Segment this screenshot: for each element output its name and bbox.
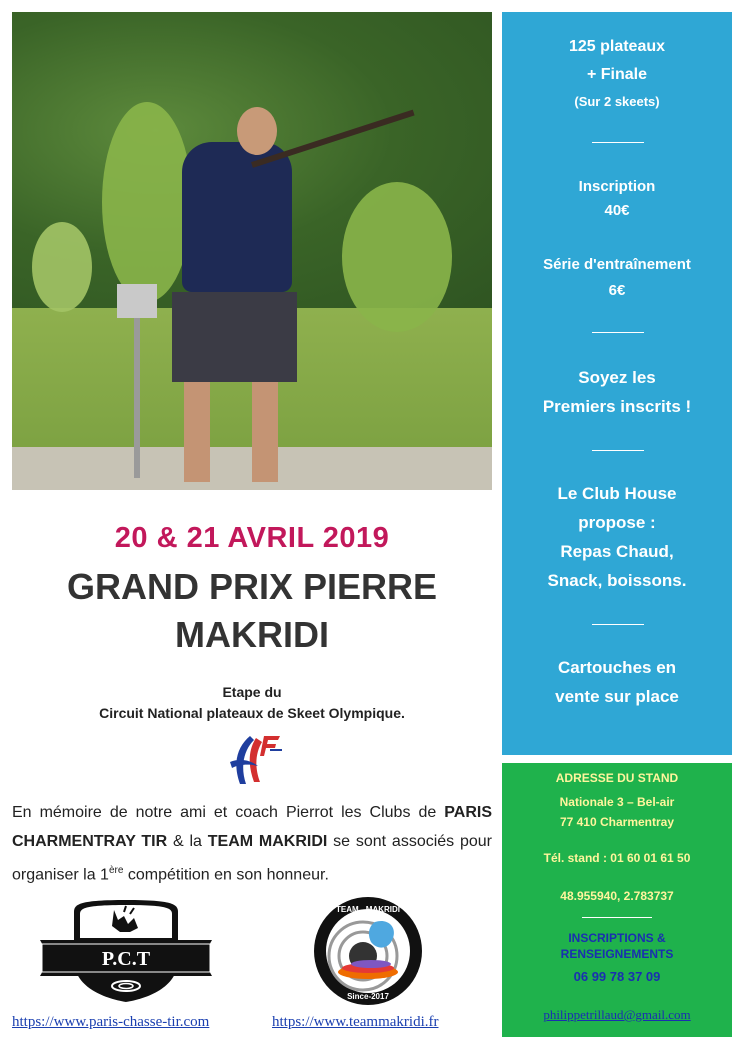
inscriptions-phone: 06 99 78 37 09 <box>573 969 661 984</box>
stand-address-1: Nationale 3 – Bel-air <box>559 795 675 809</box>
team-makridi-logo <box>313 896 423 1006</box>
event-title <box>12 563 492 659</box>
team-logo-top-text: TEAM - MAKRIDI <box>336 905 400 914</box>
contact-email-link[interactable]: philippetrillaud@gmail.com <box>543 1007 691 1022</box>
fftir-logo-icon <box>220 732 290 790</box>
club-line-4: Snack, boissons. <box>547 571 687 590</box>
info-panel <box>502 12 732 755</box>
cartouches-line-1: Cartouches en <box>557 658 677 677</box>
club-name-team: TEAM MAKRIDI <box>207 833 328 850</box>
inscriptions-heading-2: RENSEIGNEMENTS <box>560 947 674 961</box>
divider <box>592 624 644 625</box>
memorial-paragraph: En mémoire de notre ami et coach Pierrot les Clubs de PARIS CHARMENTRAY TIR & la TEAM MAKRIDI se sont associés pour organiser la 1ère compétition en son honneur. <box>12 804 493 884</box>
cartouches-line-2: vente sur place <box>555 687 679 706</box>
team-logo-bottom-text: Since-2017 <box>347 992 389 1001</box>
club-line-2: propose : <box>578 513 656 532</box>
title-line-2: MAKRIDI <box>175 614 329 655</box>
divider <box>592 450 644 451</box>
divider <box>582 917 652 918</box>
inscription-label: Inscription <box>578 178 656 195</box>
title-line-1: GRAND PRIX PIERRE <box>66 566 438 607</box>
finale-text: + Finale <box>586 66 648 83</box>
divider <box>592 142 644 143</box>
etape-line-2: Circuit National plateaux de Skeet Olympique. <box>99 705 405 721</box>
stand-phone: Tél. stand : 01 60 01 61 50 <box>543 851 691 865</box>
stand-heading: ADRESSE DU STAND <box>555 771 679 785</box>
etape-line-1: Etape du <box>222 684 282 700</box>
pct-logo <box>40 898 212 1004</box>
team-website-link[interactable]: https://www.teammakridi.fr <box>272 1014 439 1030</box>
event-date: 20 & 21 AVRIL 2019 <box>114 522 390 554</box>
pct-logo-text: P.C.T <box>101 948 151 970</box>
pct-website-link[interactable]: https://www.paris-chasse-tir.com <box>12 1014 210 1030</box>
soyez-line-1: Soyez les <box>578 368 656 387</box>
club-line-1: Le Club House <box>557 484 677 503</box>
stand-address-2: 77 410 Charmentray <box>559 815 675 829</box>
club-line-3: Repas Chaud, <box>560 542 674 561</box>
stand-gps: 48.955940, 2.783737 <box>560 889 674 903</box>
inscription-price: 40€ <box>604 202 630 219</box>
inscriptions-heading-1: INSCRIPTIONS & <box>568 931 666 945</box>
divider <box>592 332 644 333</box>
stand-panel <box>502 763 732 1037</box>
skeets-text: (Sur 2 skeets) <box>574 94 660 109</box>
event-subtitle <box>12 682 492 724</box>
serie-price: 6€ <box>608 282 626 299</box>
serie-label: Série d'entraînement <box>543 256 691 273</box>
club-name-pct: PARIS CHARMENTRAY TIR <box>12 804 492 850</box>
soyez-line-2: Premiers inscrits ! <box>542 397 692 416</box>
plateaux-count: 125 plateaux <box>568 38 666 55</box>
shooter-photo <box>12 12 492 490</box>
